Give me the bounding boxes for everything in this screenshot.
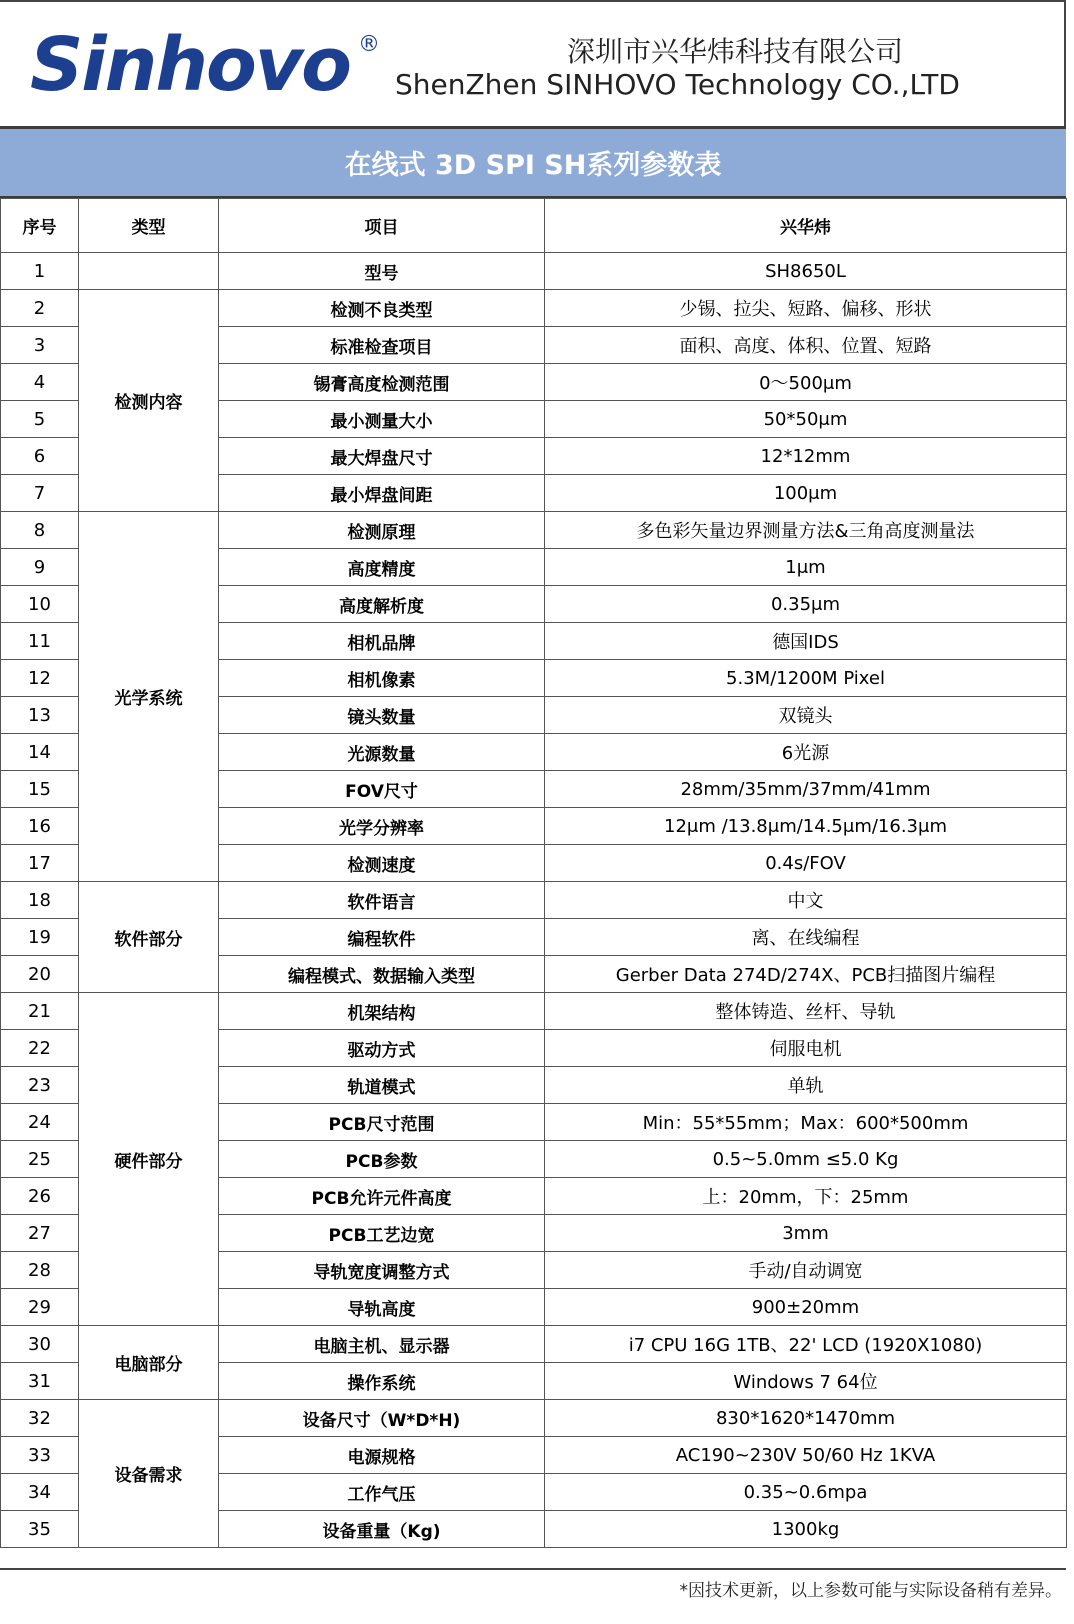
row-number: 23 (1, 1067, 79, 1104)
spec-item: 相机品牌 (219, 623, 545, 660)
category-cell: 电脑部分 (79, 1326, 219, 1400)
spec-value: 0.35~0.6mpa (545, 1474, 1067, 1511)
spec-item: 镜头数量 (219, 697, 545, 734)
category-cell: 设备需求 (79, 1400, 219, 1548)
spec-item: 编程软件 (219, 919, 545, 956)
table-body (1, 253, 1067, 1548)
spec-item: 导轨高度 (219, 1289, 545, 1326)
sinhovo-logo (30, 22, 378, 108)
spec-value: 德国IDS (545, 623, 1067, 660)
row-number: 17 (1, 845, 79, 882)
spec-value: Min：55*55mm；Max：600*500mm (545, 1104, 1067, 1141)
spec-value: 伺服电机 (545, 1030, 1067, 1067)
spec-value: 28mm/35mm/37mm/41mm (545, 771, 1067, 808)
spec-item: 设备尺寸（W*D*H) (219, 1400, 545, 1437)
category-cell: 软件部分 (79, 882, 219, 993)
company-name-english: ShenZhen SINHOVO Technology CO.,LTD (395, 68, 960, 101)
spec-value: 少锡、拉尖、短路、偏移、形状 (545, 290, 1067, 327)
spec-item: 设备重量（Kg) (219, 1511, 545, 1548)
spec-item: FOV尺寸 (219, 771, 545, 808)
row-number: 6 (1, 438, 79, 475)
spec-value: 830*1620*1470mm (545, 1400, 1067, 1437)
spec-value: 双镜头 (545, 697, 1067, 734)
row-number: 35 (1, 1511, 79, 1548)
row-number: 3 (1, 327, 79, 364)
spec-value: 上：20mm，下：25mm (545, 1178, 1067, 1215)
spec-value: 离、在线编程 (545, 919, 1067, 956)
spec-value: 3mm (545, 1215, 1067, 1252)
spec-value: 面积、高度、体积、位置、短路 (545, 327, 1067, 364)
table-row (1, 1400, 1067, 1437)
spec-item: 工作气压 (219, 1474, 545, 1511)
row-number: 33 (1, 1437, 79, 1474)
spec-item: 电脑主机、显示器 (219, 1326, 545, 1363)
spec-item: 检测不良类型 (219, 290, 545, 327)
row-number: 16 (1, 808, 79, 845)
spec-item: 驱动方式 (219, 1030, 545, 1067)
table-row (1, 290, 1067, 327)
spec-item: 标准检查项目 (219, 327, 545, 364)
spec-value: 1μm (545, 549, 1067, 586)
table-row (1, 253, 1067, 290)
header-item: 项目 (219, 199, 545, 253)
spec-item: PCB参数 (219, 1141, 545, 1178)
row-number: 32 (1, 1400, 79, 1437)
row-number: 29 (1, 1289, 79, 1326)
row-number: 30 (1, 1326, 79, 1363)
row-number: 8 (1, 512, 79, 549)
spec-value: 单轨 (545, 1067, 1067, 1104)
document-header (0, 0, 1066, 126)
spec-table (0, 198, 1067, 1548)
table-row (1, 512, 1067, 549)
spec-item: 高度解析度 (219, 586, 545, 623)
spec-item: 光源数量 (219, 734, 545, 771)
spec-value: 0.5~5.0mm ≤5.0 Kg (545, 1141, 1067, 1178)
spec-item: 高度精度 (219, 549, 545, 586)
row-number: 12 (1, 660, 79, 697)
row-number: 14 (1, 734, 79, 771)
spec-item: PCB允许元件高度 (219, 1178, 545, 1215)
row-number: 4 (1, 364, 79, 401)
row-number: 10 (1, 586, 79, 623)
spec-item: 型号 (219, 253, 545, 290)
spec-value: AC190~230V 50/60 Hz 1KVA (545, 1437, 1067, 1474)
row-number: 21 (1, 993, 79, 1030)
row-number: 5 (1, 401, 79, 438)
spec-item: 操作系统 (219, 1363, 545, 1400)
row-number: 9 (1, 549, 79, 586)
spec-item: 最小焊盘间距 (219, 475, 545, 512)
spec-item: PCB工艺边宽 (219, 1215, 545, 1252)
spec-value: Windows 7 64位 (545, 1363, 1067, 1400)
category-cell (79, 253, 219, 290)
row-number: 26 (1, 1178, 79, 1215)
row-number: 1 (1, 253, 79, 290)
spec-value: 中文 (545, 882, 1067, 919)
registered-mark-icon: ® (357, 32, 378, 57)
spec-value: 5.3M/1200M Pixel (545, 660, 1067, 697)
row-number: 11 (1, 623, 79, 660)
row-number: 20 (1, 956, 79, 993)
header-no: 序号 (1, 199, 79, 253)
header-value: 兴华炜 (545, 199, 1067, 253)
spec-value: 12*12mm (545, 438, 1067, 475)
spec-item: 编程模式、数据输入类型 (219, 956, 545, 993)
bottom-divider (0, 1568, 1066, 1570)
spec-item: 机架结构 (219, 993, 545, 1030)
row-number: 15 (1, 771, 79, 808)
table-title-banner: 在线式 3D SPI SH系列参数表 (0, 126, 1066, 198)
row-number: 2 (1, 290, 79, 327)
row-number: 28 (1, 1252, 79, 1289)
table-row (1, 1326, 1067, 1363)
row-number: 25 (1, 1141, 79, 1178)
spec-item: 检测原理 (219, 512, 545, 549)
footnote: *因技术更新，以上参数可能与实际设备稍有差异。 (679, 1581, 1062, 1601)
spec-item: 轨道模式 (219, 1067, 545, 1104)
spec-value: 0.35μm (545, 586, 1067, 623)
spec-value: 整体铸造、丝杆、导轨 (545, 993, 1067, 1030)
spec-value: i7 CPU 16G 1TB、22' LCD (1920X1080) (545, 1326, 1067, 1363)
table-row (1, 882, 1067, 919)
row-number: 34 (1, 1474, 79, 1511)
spec-value: 手动/自动调宽 (545, 1252, 1067, 1289)
spec-item: 光学分辨率 (219, 808, 545, 845)
row-number: 19 (1, 919, 79, 956)
row-number: 7 (1, 475, 79, 512)
spec-item: 相机像素 (219, 660, 545, 697)
category-cell: 检测内容 (79, 290, 219, 512)
table-row (1, 993, 1067, 1030)
row-number: 22 (1, 1030, 79, 1067)
spec-value: Gerber Data 274D/274X、PCB扫描图片编程 (545, 956, 1067, 993)
header-type: 类型 (79, 199, 219, 253)
row-number: 18 (1, 882, 79, 919)
spec-item: 检测速度 (219, 845, 545, 882)
row-number: 27 (1, 1215, 79, 1252)
spec-item: PCB尺寸范围 (219, 1104, 545, 1141)
spec-item: 最大焊盘尺寸 (219, 438, 545, 475)
spec-value: SH8650L (545, 253, 1067, 290)
spec-item: 最小测量大小 (219, 401, 545, 438)
spec-item: 电源规格 (219, 1437, 545, 1474)
table-header-row (1, 199, 1067, 253)
spec-value: 12μm /13.8μm/14.5μm/16.3μm (545, 808, 1067, 845)
spec-value: 1300kg (545, 1511, 1067, 1548)
spec-item: 软件语言 (219, 882, 545, 919)
category-cell: 硬件部分 (79, 993, 219, 1326)
category-cell: 光学系统 (79, 512, 219, 882)
spec-value: 多色彩矢量边界测量方法&三角高度测量法 (545, 512, 1067, 549)
row-number: 13 (1, 697, 79, 734)
spec-item: 导轨宽度调整方式 (219, 1252, 545, 1289)
spec-value: 6光源 (545, 734, 1067, 771)
row-number: 24 (1, 1104, 79, 1141)
spec-value: 0.4s/FOV (545, 845, 1067, 882)
spec-value: 50*50μm (545, 401, 1067, 438)
row-number: 31 (1, 1363, 79, 1400)
spec-value: 0～500μm (545, 364, 1067, 401)
spec-item: 锡膏高度检测范围 (219, 364, 545, 401)
spec-value: 100μm (545, 475, 1067, 512)
spec-value: 900±20mm (545, 1289, 1067, 1326)
logo-text: Sinhovo (30, 22, 350, 108)
company-name-chinese: 深圳市兴华炜科技有限公司 (566, 35, 903, 68)
